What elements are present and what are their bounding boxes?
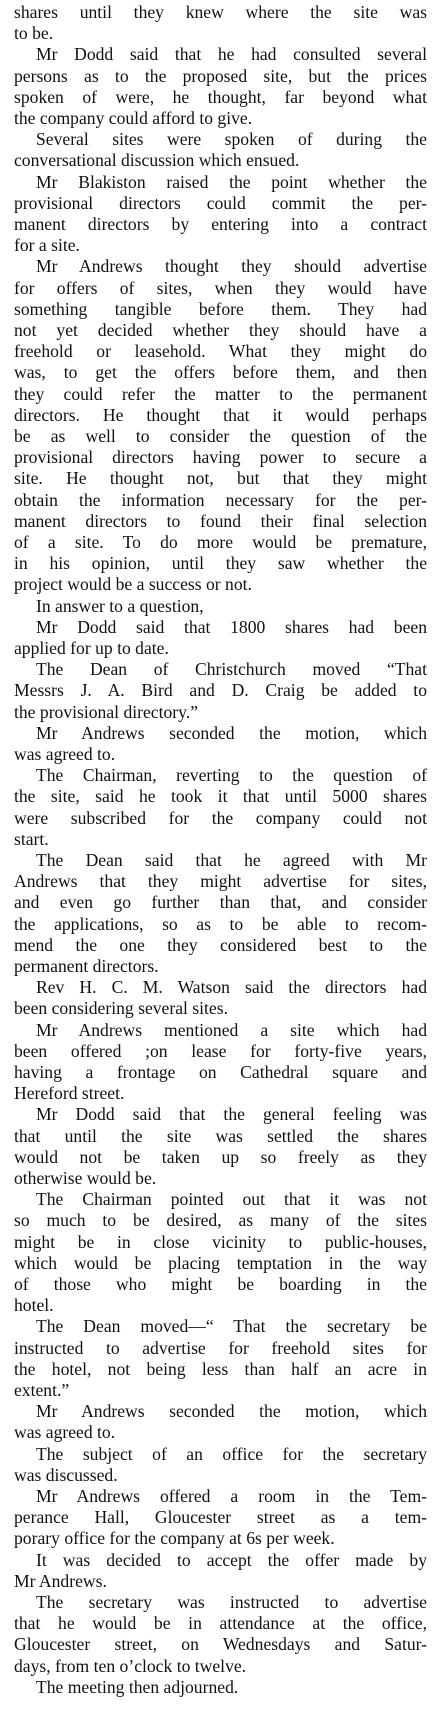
article-line: perance Hall, Gloucester street as a tem- xyxy=(14,1507,427,1528)
article-line: The subject of an office for the secretary xyxy=(36,1443,427,1464)
article-line: the applications, so as to be able to recom- xyxy=(14,913,427,934)
article-line: Andrews that they might advertise for sites, xyxy=(14,871,427,892)
article-line: the hotel, not being less than half an acre in xyxy=(14,1358,427,1379)
article-line: be as well to consider the question of the xyxy=(14,426,427,446)
article-line: directors. He thought that it would perhaps xyxy=(14,404,427,425)
article-line: site. He thought not, but that they might xyxy=(14,468,427,489)
article-line: was, to get the offers before them, and then xyxy=(14,362,427,383)
article-line: Gloucester street, on Wednesdays and Satur- xyxy=(14,1634,427,1655)
article-line: The Chairman, reverting to the question of xyxy=(36,765,427,786)
article-line: provisional directors having power to secure a xyxy=(14,447,427,468)
article-line: hotel. xyxy=(14,1295,54,1316)
article-line: of a site. To do more would be premature, xyxy=(14,532,427,552)
article-line: been offered ;on lease for forty-five years, xyxy=(14,1040,427,1061)
article-line: applied for up to date. xyxy=(14,638,169,658)
article-line: days, from ten o’clock to twelve. xyxy=(14,1655,247,1676)
article-line: Messrs J. A. Bird and D. Craig be added to xyxy=(14,680,427,701)
article-line: The Dean moved—“ That the secretary be xyxy=(36,1316,427,1337)
article-line: would not be taken up so freely as they xyxy=(14,1146,427,1167)
article-line: otherwise would be. xyxy=(14,1168,157,1188)
article-line: permanent directors. xyxy=(14,956,159,976)
article-line: so much to be desired, as many of the sites xyxy=(14,1210,427,1231)
article-line: Mr Andrews offered a room in the Tem- xyxy=(36,1486,427,1506)
article-line: and even go further than that, and consider xyxy=(14,892,427,913)
article-line: The Dean of Christchurch moved “That xyxy=(36,659,427,680)
article-line: the company could afford to give. xyxy=(14,108,253,128)
article-line: obtain the information necessary for the per- xyxy=(14,489,427,510)
article-line: instructed to advertise for freehold sites for xyxy=(14,1337,427,1358)
article-line: Mr Andrews seconded the motion, which xyxy=(36,1401,427,1422)
article-line: Mr Dodd said that the general feeling was xyxy=(36,1104,427,1125)
article-line: manent directors by entering into a contract xyxy=(14,214,427,234)
article-line: Rev H. C. M. Watson said the directors had xyxy=(36,977,427,998)
article-line: It was decided to accept the offer made by xyxy=(36,1549,427,1570)
article-line: something tangible before them. They had xyxy=(14,298,427,319)
article-line: which would be placing temptation in the way xyxy=(14,1252,427,1273)
article-line: that until the site was settled the shares xyxy=(14,1125,427,1146)
article-line: project would be a success or not. xyxy=(14,574,252,595)
article-line: Mr Andrews. xyxy=(14,1570,107,1591)
article-line: In answer to a question, xyxy=(36,595,204,616)
article-line: freehold or leasehold. What they might do xyxy=(14,341,427,362)
article-line: the provisional directory.” xyxy=(14,701,199,722)
article-line: was agreed to. xyxy=(14,744,116,764)
article-line: The secretary was instructed to advertise xyxy=(36,1592,427,1612)
article-line: The meeting then adjourned. xyxy=(36,1676,239,1697)
article-line: the site, said he took it that until 5000 shares xyxy=(14,786,427,807)
article-line: were subscribed for the company could not xyxy=(14,807,427,828)
article-line: was agreed to. xyxy=(14,1422,116,1443)
article-line: Mr Dodd said that 1800 shares had been xyxy=(36,616,427,637)
article-line: extent.” xyxy=(14,1380,70,1400)
article-line: that he would be in attendance at the office, xyxy=(14,1613,427,1634)
article-line: of those who might be boarding in the xyxy=(14,1274,427,1294)
article-line: for a site. xyxy=(14,235,80,256)
article-line: The Chairman pointed out that it was not xyxy=(36,1189,427,1210)
article-line: they could refer the matter to the permanent xyxy=(14,383,427,404)
article-line: Hereford street. xyxy=(14,1083,125,1104)
article-line: was discussed. xyxy=(14,1464,118,1485)
article-line: Several sites were spoken of during the xyxy=(36,129,427,150)
article-line: in his opinion, until they saw whether the xyxy=(14,553,427,574)
article-line: been considering several sites. xyxy=(14,998,228,1019)
article-line: persons as to the proposed site, but the prices xyxy=(14,65,427,86)
article-line: Mr Blakiston raised the point whether the xyxy=(36,171,427,192)
article-line: for offers of sites, when they would have xyxy=(14,277,427,298)
article-line: Mr Andrews mentioned a site which had xyxy=(36,1019,427,1040)
article-line: start. xyxy=(14,828,49,849)
article-line: Mr Andrews seconded the motion, which xyxy=(36,722,427,743)
article-line: Mr Dodd said that he had consulted several xyxy=(36,44,427,65)
article-line: spoken of were, he thought, far beyond what xyxy=(14,86,427,107)
article-line: might be in close vicinity to public-houses, xyxy=(14,1231,427,1252)
article-line: mend the one they considered best to the xyxy=(14,934,427,955)
article-line: The Dean said that he agreed with Mr xyxy=(36,850,427,870)
article-line: Mr Andrews thought they should advertise xyxy=(36,256,427,277)
article-line: having a frontage on Cathedral square and xyxy=(14,1062,427,1082)
article-line: not yet decided whether they should have a xyxy=(14,320,427,340)
article-line: manent directors to found their final selection xyxy=(14,510,427,531)
article-line: shares until they knew where the site was xyxy=(14,2,427,22)
article-line: to be. xyxy=(14,23,54,44)
article-line: porary office for the company at 6s per week. xyxy=(14,1528,335,1549)
article-line: provisional directors could commit the per- xyxy=(14,192,427,213)
article-line: conversational discussion which ensued. xyxy=(14,150,300,171)
